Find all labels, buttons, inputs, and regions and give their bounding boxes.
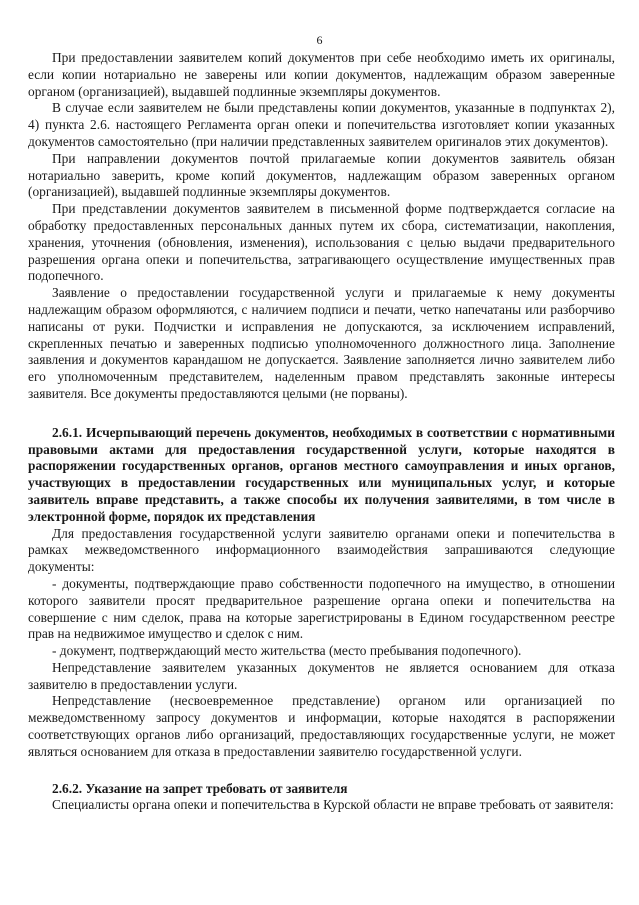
list-item-ownership-documents: - документы, подтверждающие право собственности подопечного на имущество, в отношении которого заявители просят предварительное разрешение органа опеки и попечительства на совершение с ним сделок, права на которые зарегистрированы в Едином государственном реестре прав на недвижимое имущество и сделок с ним. xyxy=(28,575,615,642)
paragraph-personal-data-consent: При представлении документов заявителем в письменной форме подтверждается согласие на обработку предоставленных персональных данных путем их сбора, систематизации, накопления, хранения, уточнения (обновления, изменения), использования с целью выдачи предварительного разрешения органа опеки и попечительства, затрагивающего осуществление имущественных прав подопечного. xyxy=(28,201,615,284)
paragraph-originals-required: При предоставлении заявителем копий документов при себе необходимо иметь их оригиналы, если копии нотариально не заверены или копии документов, надлежащим образом заверенные органом (организацией), выдавшей подлинные экземпляры документов. xyxy=(28,50,615,99)
paragraph-postal-submission: При направлении документов почтой прилагаемые копии документов заявитель обязан нотариально заверить, кроме копий документов, надлежащим образом заверенных органом (организацией), выдавшей подлинные экземпляры документов. xyxy=(28,150,615,200)
section-heading-2-6-2: 2.6.2. Указание на запрет требовать от заявителя xyxy=(52,780,348,796)
paragraph-application-formatting: Заявление о предоставлении государственной услуги и прилагаемые к нему документы надлежащим образом оформляются, с наличием подписи и печати, четко напечатаны или разборчиво написаны от руки. Подчистки и исправления не допускаются, за исключением исправлений, скрепленных печатью и заверенных подписью уполномоченного должностного лица. Заполнение заявления и документов карандашом не допускается. Заявление заполняется лично заявителем либо его уполномоченным представителем, наделенным правом представлять законные интересы заявителя. Все документы предоставляются целыми (не порваны). xyxy=(28,285,615,401)
list-item-residence-document: - документ, подтверждающий место жительства (место пребывания подопечного). xyxy=(52,643,522,659)
paragraph-copies-made-by-authority: В случае если заявителем не были представлены копии документов, указанные в подпунктах 2), 4) пункта 2.6. настоящего Регламента орган опеки и попечительства изготовляет копии указанных документов самостоятельно (при наличии представленных заявителем оригиналов этих документов). xyxy=(28,100,615,149)
paragraph-prohibited-requirements: Специалисты органа опеки и попечительства в Курской области не вправе требовать от заявителя: xyxy=(52,797,614,813)
document-body xyxy=(28,50,615,814)
spacer xyxy=(28,403,615,425)
paragraph-non-submission-by-applicant: Непредставление заявителем указанных документов не является основанием для отказа заявителю в предоставлении услуги. xyxy=(28,659,615,692)
paragraph-interagency-requests: Для предоставления государственной услуги заявителю органами опеки и попечительства в рамках межведомственного информационного взаимодействия запрашиваются следующие документы: xyxy=(28,525,615,575)
paragraph-non-submission-by-agency: Непредставление (несвоевременное представление) органом или организацией по межведомственному запросу документов и информации, которые находятся в распоряжении соответствующих органов либо организаций, предоставляющих государственные услуги, не может являться основанием для отказа в предоставлении заявителю государственной услуги. xyxy=(28,693,615,759)
section-heading-2-6-1: 2.6.1. Исчерпывающий перечень документов, необходимых в соответствии с нормативными правовыми актами для предоставления государственной услуги, которые находятся в распоряжении государственных органов, органов местного самоуправления и иных органов, участвующих в предоставлении государственных или муниципальных услуг, и которые заявитель вправе представить, а также способы их получения заявителями, в том числе в электронной форме, порядок их представления xyxy=(28,424,615,524)
spacer xyxy=(28,761,615,781)
page-number: 6 xyxy=(316,33,323,47)
